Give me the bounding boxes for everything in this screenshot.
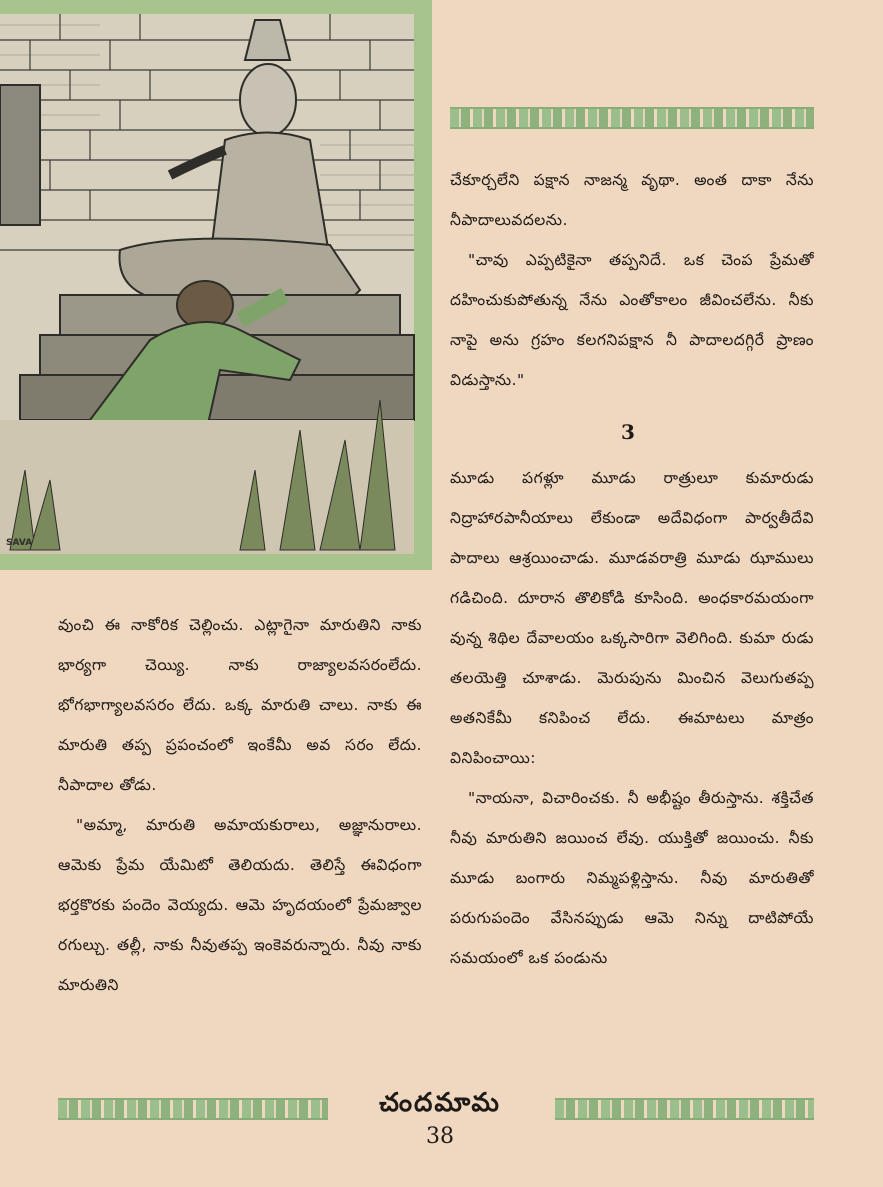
right-column-upper	[450, 160, 814, 400]
paragraph: వుంచి ఈ నాకోరిక చెల్లించు. ఎట్లాగైనా మారుతిని నాకు భార్యగా చెయ్యి. నాకు రాజ్యాలవసరంలేదు. భోగభాగ్యాలవసరం లేదు. ఒక్క మారుతి చాలు. నాకు ఈ మారుతి తప్ప ప్రపంచంలో ఇంకేమీ అవ సరం లేదు. నీపాదాల తోడు.	[58, 616, 422, 794]
footer-border-left	[58, 1098, 328, 1120]
footer-border-right	[555, 1098, 814, 1120]
artist-signature: SAVA	[6, 538, 33, 548]
page-number: 38	[426, 1124, 454, 1149]
paragraph: "చావు ఎప్పటికైనా తప్పనిదే. ఒక చెంప ప్రేమతో దహించుకుపోతున్న నేను ఎంతోకాలం జీవించలేను. నీకు నాపై అను గ్రహం కలగనిపక్షాన నీ పాదాలదగ్గిరే ప్రాణం విడుస్తాను."	[450, 251, 814, 389]
paragraph: చేకూర్చలేని పక్షాన నాజన్మ వృథా. అంత దాకా నేను నీపాదాలువదలను.	[450, 171, 814, 229]
top-decorative-border	[450, 107, 814, 129]
paragraph: "అమ్మా, మారుతి అమాయకురాలు, అజ్ఞానురాలు. ఆమెకు ప్రేమ యేమిటో తెలియదు. తెలిస్తే ఈవిధంగా భర్తకొరకు పందెం వెయ్యదు. ఆమె హృదయంలో ప్రేమజ్వాల రగుల్చు. తల్లీ, నాకు నీవుతప్ప ఇంకెవరున్నారు. నీవు నాకు మారుతిని	[58, 816, 422, 994]
illustration-frame	[0, 0, 432, 570]
temple-illustration	[0, 0, 432, 570]
paragraph: మూడు పగళ్లూ మూడు రాత్రులూ కుమారుడు నిద్రాహారపానీయాలు లేకుండా అదేవిధంగా పార్వతీదేవి పాదాలు ఆశ్రయించాడు. మూడవరాత్రి మూడు ఝాములు గడిచింది. దూరాన తొలికోడి కూసింది. అంధకారమయంగా వున్న శిథిల దేవాలయం ఒక్కసారిగా వెలిగింది. కుమా రుడు తలయెత్తి చూశాడు. మెరుపును మించిన వెలుగుతప్ప అతనికేమీ కనిపించ లేదు. ఈమాటలు మాత్రం వినిపించాయి:	[450, 469, 814, 767]
section-number: 3	[621, 420, 635, 444]
magazine-title: చందమామ	[379, 1088, 501, 1118]
left-column	[58, 605, 422, 1005]
paragraph: "నాయనా, విచారించకు. నీ అభీష్టం తీరుస్తాను. శక్తిచేత నీవు మారుతిని జయించ లేవు. యుక్తితో జయించు. నీకు మూడు బంగారు నిమ్మపళ్లిస్తాను. నీవు మారుతితో పరుగుపందెం వేసినప్పుడు ఆమె నిన్ను దాటిపోయే సమయంలో ఒక పండును	[450, 789, 814, 967]
right-column-lower	[450, 458, 814, 978]
